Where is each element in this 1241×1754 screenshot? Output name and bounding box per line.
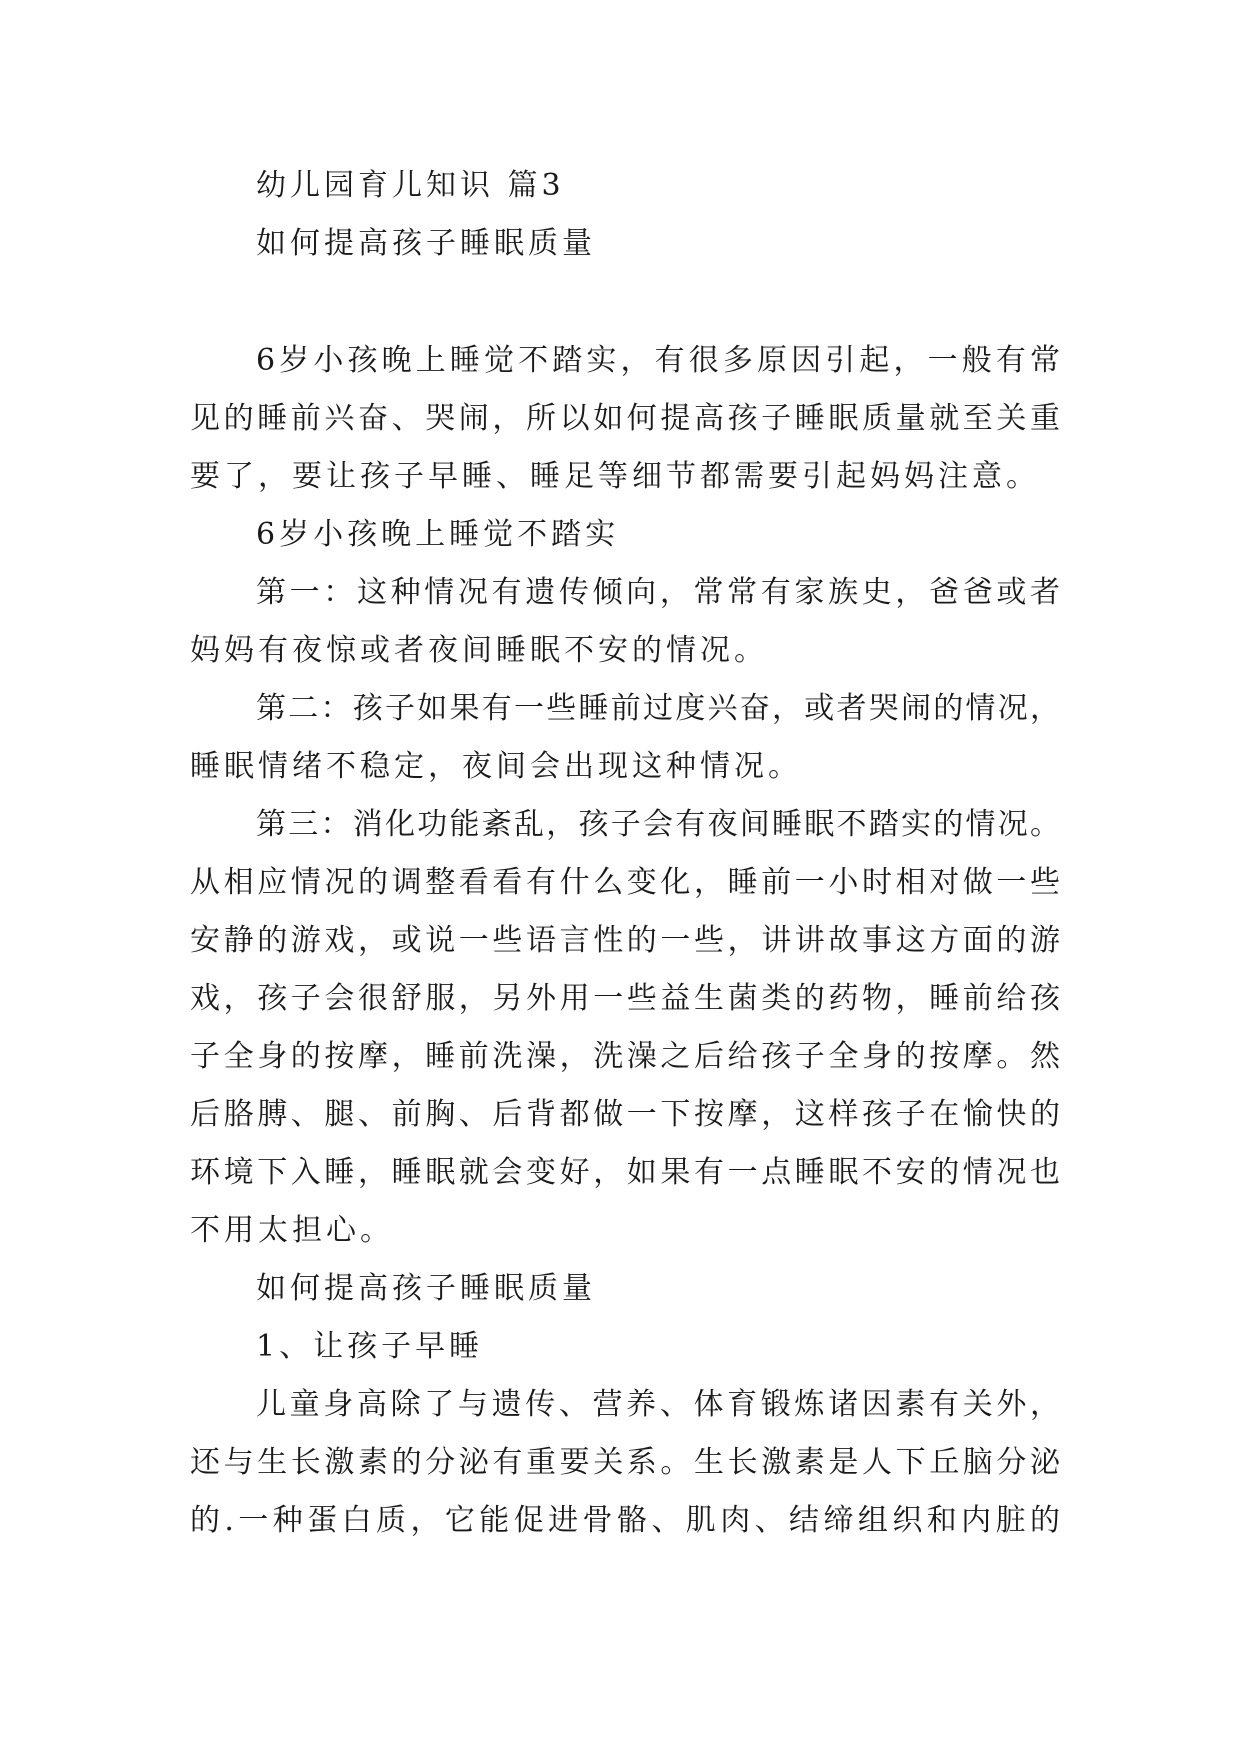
paragraph-line: 子全身的按摩，睡前洗澡，洗澡之后给孩子全身的按摩。然 bbox=[190, 1039, 1060, 1074]
section-heading: 如何提高孩子睡眠质量 bbox=[256, 1271, 596, 1306]
paragraph-line: 要了，要让孩子早睡、睡足等细节都需要引起妈妈注意。 bbox=[190, 459, 1040, 494]
paragraph-line: 睡眠情绪不稳定，夜间会出现这种情况。 bbox=[190, 749, 802, 784]
section-heading: 6岁小孩晚上睡觉不踏实 bbox=[256, 517, 620, 552]
paragraph-line: 见的睡前兴奋、哭闹，所以如何提高孩子睡眠质量就至关重 bbox=[190, 401, 1060, 436]
document-subtitle: 如何提高孩子睡眠质量 bbox=[256, 226, 596, 261]
paragraph-line: 第二：孩子如果有一些睡前过度兴奋，或者哭闹的情况， bbox=[256, 691, 1060, 726]
paragraph-line: 儿童身高除了与遗传、营养、体育锻炼诸因素有关外， bbox=[256, 1387, 1060, 1422]
paragraph-line: 不用太担心。 bbox=[190, 1213, 394, 1248]
paragraph-line: 环境下入睡，睡眠就会变好，如果有一点睡眠不安的情况也 bbox=[190, 1155, 1060, 1190]
paragraph-line: 后胳膊、腿、前胸、后背都做一下按摩，这样孩子在愉快的 bbox=[190, 1097, 1060, 1132]
paragraph-line: 安静的游戏，或说一些语言性的一些，讲讲故事这方面的游 bbox=[190, 923, 1060, 958]
paragraph-line: 还与生长激素的分泌有重要关系。生长激素是人下丘脑分泌 bbox=[190, 1445, 1060, 1480]
document-title: 幼儿园育儿知识 篇3 bbox=[256, 168, 565, 203]
paragraph-line: 第三：消化功能紊乱，孩子会有夜间睡眠不踏实的情况。 bbox=[256, 807, 1060, 842]
paragraph-line: 从相应情况的调整看看有什么变化，睡前一小时相对做一些 bbox=[190, 865, 1060, 900]
paragraph-line: 第一：这种情况有遗传倾向，常常有家族史，爸爸或者 bbox=[256, 575, 1060, 610]
paragraph-line: 戏，孩子会很舒服，另外用一些益生菌类的药物，睡前给孩 bbox=[190, 981, 1060, 1016]
paragraph-line: 6岁小孩晚上睡觉不踏实，有很多原因引起，一般有常 bbox=[256, 343, 1060, 378]
paragraph-line: 的.一种蛋白质，它能促进骨骼、肌肉、结缔组织和内脏的 bbox=[190, 1503, 1060, 1538]
paragraph-line: 妈妈有夜惊或者夜间睡眠不安的情况。 bbox=[190, 633, 768, 668]
section-heading: 1、让孩子早睡 bbox=[256, 1329, 484, 1364]
